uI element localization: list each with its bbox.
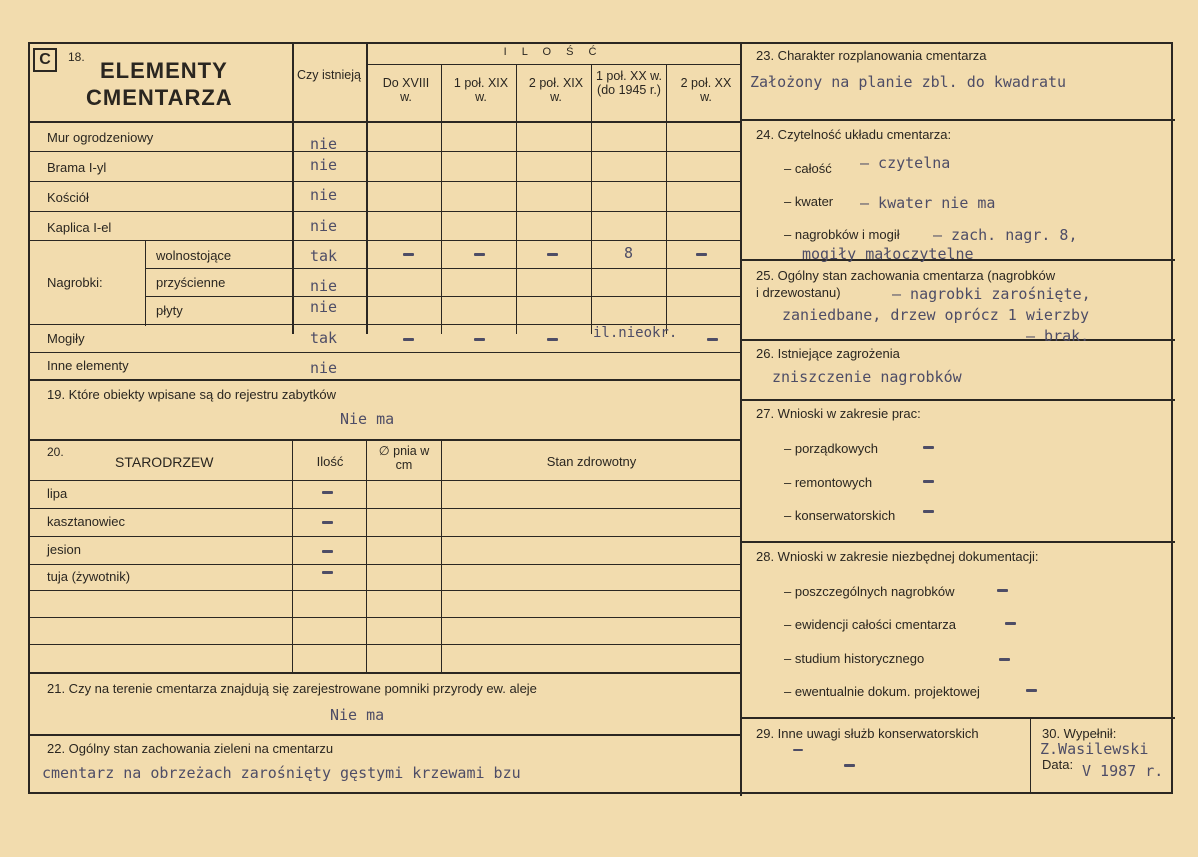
s18-title-line1: ELEMENTY [100, 58, 228, 83]
s18-row-line [30, 151, 740, 152]
dash-mark [923, 510, 934, 513]
s28-label: 28. Wnioski w zakresie niezbędnej dokumentacji: [756, 549, 1039, 564]
s18-row-line [145, 296, 740, 297]
cemetery-record-card [28, 42, 1173, 794]
s18-col-exists-left [292, 44, 294, 334]
dash-mark [1026, 689, 1037, 692]
s20-row-line [30, 617, 740, 618]
s25-value-line1: – nagrobki zarośnięte, [892, 285, 1091, 303]
s30-label: 30. Wypełnił: [1042, 726, 1117, 741]
exists-kaplica: nie [310, 217, 338, 235]
s30-date-label: Data: [1042, 757, 1074, 772]
s27-item-porzadkowych: – porządkowych [784, 441, 878, 456]
dash-mark [997, 589, 1008, 592]
row-label-nagrobki: Nagrobki: [47, 275, 103, 290]
dash-mark [707, 338, 718, 341]
row-label-inne: Inne elementy [47, 358, 129, 373]
row-label-mur: Mur ogrodzeniowy [47, 130, 154, 145]
col-exists-header: Czy istnieją [297, 68, 361, 82]
dash-mark [923, 480, 934, 483]
qty-mogily-q4: il.nieokr. [593, 325, 678, 341]
dash-mark [474, 253, 485, 256]
row-label-brama: Brama I-yl [47, 160, 107, 175]
dash-mark [923, 446, 934, 449]
row-label-wolnostojace: wolnostojące [156, 248, 232, 263]
s24-label: 24. Czytelność układu cmentarza: [756, 127, 952, 142]
dash-mark [403, 338, 414, 341]
dash-mark [547, 338, 558, 341]
dash-mark [999, 658, 1010, 661]
s30-name: Z.Wasilewski [1040, 740, 1149, 758]
s24-nagrobkow-value: – zach. nagr. 8, [933, 226, 1078, 244]
period-header-3: 2 poł. XIX w. [528, 76, 584, 104]
s18-col-q5 [666, 64, 667, 334]
period-header-1: Do XVIII w. [382, 76, 430, 104]
s20-title: STARODRZEW [115, 454, 214, 470]
s24-nagrobkow-value2: mogiły małoczytelne [802, 245, 974, 263]
row-label-kaplica: Kaplica I-el [47, 220, 112, 235]
s21-value: Nie ma [330, 706, 385, 724]
s20-row-line [30, 536, 740, 537]
period-header-4: 1 poł. XX w. (do 1945 r.) [595, 69, 662, 97]
s26-label: 26. Istniejące zagrożenia [756, 346, 900, 361]
dash-mark [547, 253, 558, 256]
s20-row-line [30, 644, 740, 645]
s26-value: zniszczenie nagrobków [772, 368, 962, 386]
s28-top [740, 541, 1175, 543]
section-letter-box: C [33, 48, 57, 72]
dash-mark [474, 338, 485, 341]
dash-mark [322, 571, 333, 574]
s28-item-ewidencji: – ewidencji całości cmentarza [784, 617, 956, 632]
exists-mur: nie [310, 135, 338, 153]
ilosc-divider [366, 64, 740, 65]
s20-col-health: Stan zdrowotny [546, 454, 637, 469]
s25-label-line2: i drzewostanu) [756, 285, 841, 300]
qty-wolnostojace-q4: 8 [624, 244, 634, 262]
s20-number: 20. [47, 445, 64, 459]
s24-calosc-value: – czytelna [860, 154, 951, 172]
s25-label-line1: 25. Ogólny stan zachowania cmentarza (nagrobków [756, 268, 1056, 283]
s28-item-studium: – studium historycznego [784, 651, 925, 666]
exists-plyty: nie [310, 298, 338, 316]
s24-calosc-label: – całość [784, 161, 832, 176]
s21-label: 21. Czy na terenie cmentarza znajdują się zarejestrowane pomniki przyrody ew. aleje [47, 681, 537, 696]
s18-row-line [145, 268, 740, 269]
nagrobki-split [145, 240, 146, 326]
period-header-5: 2 poł. XX w. [680, 76, 732, 104]
dash-mark [322, 550, 333, 553]
center-divider [740, 44, 742, 796]
s27-item-remontowych: – remontowych [784, 475, 873, 490]
exists-wolnostojace: tak [310, 247, 338, 265]
s24-kwater-label: – kwater [784, 194, 834, 209]
row-label-kosciol: Kościół [47, 190, 89, 205]
s18-number: 18. [68, 50, 85, 64]
s20-row-line [30, 590, 740, 591]
s28-item-projektowej: – ewentualnie dokum. projektowej [784, 684, 980, 699]
s22-label: 22. Ogólny stan zachowania zieleni na cmentarzu [47, 741, 334, 756]
exists-brama: nie [310, 156, 338, 174]
tree-kasztanowiec: kasztanowiec [47, 514, 126, 529]
s18-col-q2 [441, 64, 442, 334]
s27-top [740, 399, 1175, 401]
s20-col-diameter: ∅ pnia w cm [378, 444, 430, 472]
exists-przyscienne: nie [310, 277, 338, 295]
dash-mark [696, 253, 707, 256]
dash-mark [844, 764, 855, 767]
s23-value: Założony na planie zbl. do kwadratu [750, 73, 1067, 91]
dash-mark [322, 521, 333, 524]
exists-inne: nie [310, 359, 338, 377]
dash-mark [793, 749, 803, 751]
s30-date-value: V 1987 r. [1082, 762, 1164, 780]
s22-value: cmentarz na obrzeżach zarośnięty gęstymi krzewami bzu [42, 764, 521, 782]
s18-row-line [30, 181, 740, 182]
s27-item-konserwatorskich: – konserwatorskich [784, 508, 896, 523]
s20-col-count: Ilość [316, 454, 344, 469]
period-header-2: 1 poł. XIX w. [453, 76, 509, 104]
s20-row-line [30, 508, 740, 509]
s23-label: 23. Charakter rozplanowania cmentarza [756, 48, 987, 63]
s19-top [30, 379, 740, 381]
s20-col [292, 439, 293, 672]
exists-kosciol: nie [310, 186, 338, 204]
s18-row-line [30, 211, 740, 212]
s18-col-q3 [516, 64, 517, 334]
s20-header-bottom [30, 480, 740, 481]
s19-value: Nie ma [340, 410, 395, 428]
tree-jesion: jesion [47, 542, 81, 557]
s24-nagrobkow-label: – nagrobków i mogił [784, 227, 900, 242]
s26-top [740, 339, 1175, 341]
s18-title-line2: CMENTARZA [86, 85, 233, 110]
s20-top [30, 439, 740, 441]
s18-col-periods-left [366, 44, 368, 334]
s29-top [740, 717, 1175, 719]
s25-value-line3: – brak. [1026, 327, 1090, 345]
s18-row-line [30, 240, 740, 241]
s18-col-q4 [591, 64, 592, 334]
row-label-przyscienne: przyścienne [156, 275, 226, 290]
s24-top [740, 119, 1175, 121]
ilosc-header: I L O Ś Ć [503, 46, 603, 58]
s29-label: 29. Inne uwagi służb konserwatorskich [756, 726, 979, 741]
s28-item-nagrobkow: – poszczególnych nagrobków [784, 584, 955, 599]
row-label-plyty: płyty [156, 303, 183, 318]
s18-row-line [30, 352, 740, 353]
s25-value-line2: zaniedbane, drzew oprócz 1 wierzby [782, 306, 1090, 324]
s27-label: 27. Wnioski w zakresie prac: [756, 406, 921, 421]
s18-header-bottom [30, 121, 740, 123]
dash-mark [1005, 622, 1016, 625]
s20-col [366, 439, 367, 672]
tree-tuja: tuja (żywotnik) [47, 569, 131, 584]
s22-top [30, 734, 740, 736]
s20-col [441, 439, 442, 672]
s20-row-line [30, 564, 740, 565]
s19-label: 19. Które obiekty wpisane są do rejestru zabytków [47, 387, 337, 402]
dash-mark [322, 491, 333, 494]
exists-mogily: tak [310, 329, 338, 347]
dash-mark [403, 253, 414, 256]
s24-kwater-value: – kwater nie ma [860, 194, 996, 212]
s30-divider [1030, 717, 1031, 794]
row-label-mogily: Mogiły [47, 331, 85, 346]
s21-top [30, 672, 740, 674]
tree-lipa: lipa [47, 486, 68, 501]
